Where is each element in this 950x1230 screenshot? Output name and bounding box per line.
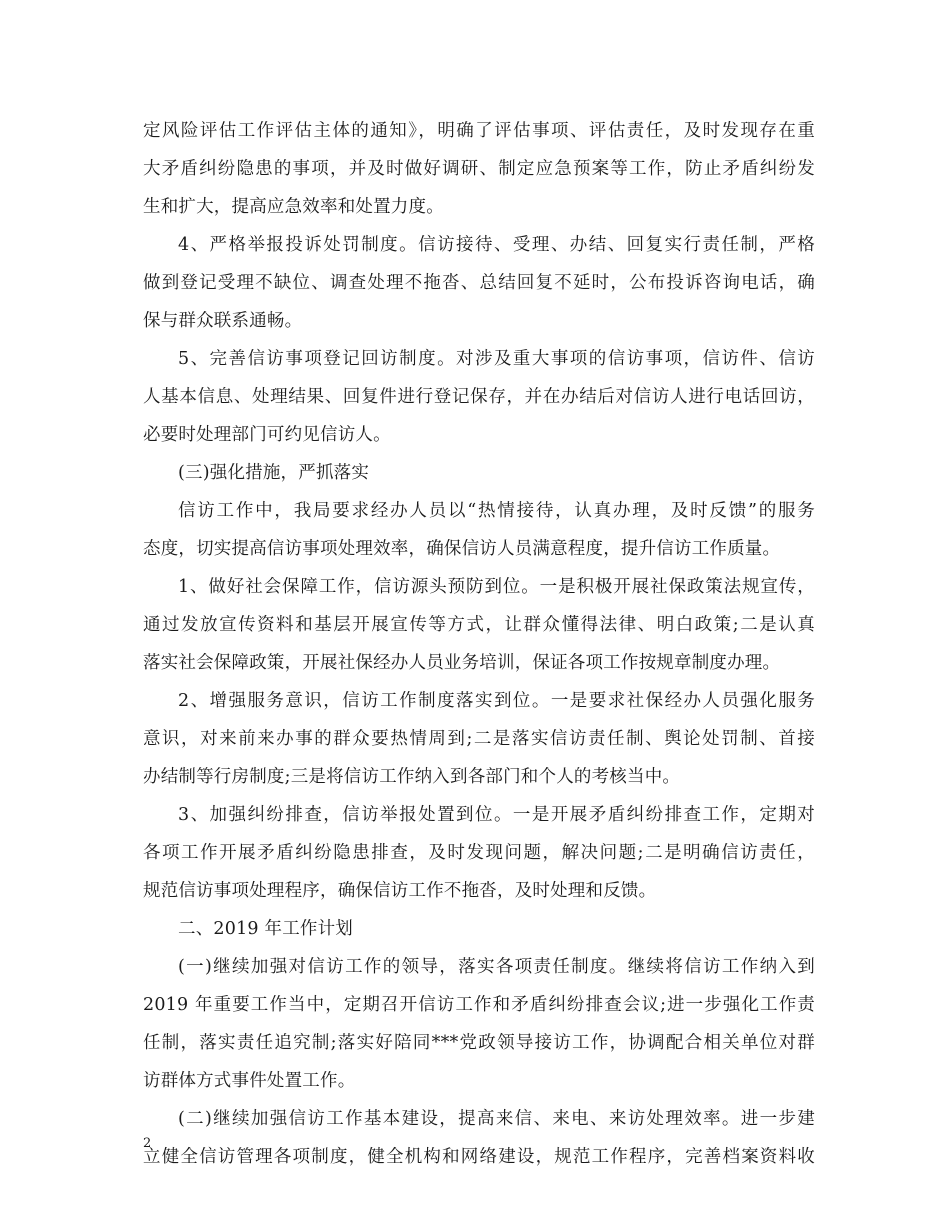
text-line: 立健全信访管理各项制度，健全机构和网络建设，规范工作程序，完善档案资料收 [143, 1147, 815, 1167]
text-line: 2019 年重要工作当中，定期召开信访工作和矛盾纠纷排查会议;进一步强化工作责 [143, 995, 815, 1015]
text-line: 必要时处理部门可约见信访人。 [143, 425, 391, 445]
text-line: 访群体方式事件处置工作。 [143, 1071, 356, 1091]
text-line: 2、增强服务意识，信访工作制度落实到位。一是要求社保经办人员强化服务 [178, 691, 815, 711]
text-line: 人基本信息、处理结果、回复件进行登记保存，并在办结后对信访人进行电话回访， [143, 387, 815, 407]
text-line: 5、完善信访事项登记回访制度。对涉及重大事项的信访事项，信访件、信访 [178, 349, 815, 369]
text-line: 定风险评估工作评估主体的通知》，明确了评估事项、评估责任，及时发现存在重 [143, 121, 815, 141]
text-line: 信访工作中，我局要求经办人员以“热情接待，认真办理，及时反馈”的服务 [178, 501, 815, 521]
text-line: 任制，落实责任追究制;落实好陪同***党政领导接访工作，协调配合相关单位对群 [143, 1033, 815, 1053]
text-line: (三)强化措施，严抓落实 [178, 463, 370, 483]
text-line: 各项工作开展矛盾纠纷隐患排查，及时发现问题，解决问题;二是明确信访责任， [143, 843, 815, 863]
text-line: 1、做好社会保障工作，信访源头预防到位。一是积极开展社保政策法规宣传， [178, 577, 815, 597]
text-line: 3、加强纠纷排查，信访举报处置到位。一是开展矛盾纠纷排查工作，定期对 [178, 805, 815, 825]
text-line: 规范信访事项处理程序，确保信访工作不拖沓，及时处理和反馈。 [143, 881, 657, 901]
document-body [143, 112, 815, 1176]
text-line: 落实社会保障政策，开展社保经办人员业务培训，保证各项工作按规章制度办理。 [143, 653, 781, 673]
text-line: 通过发放宣传资料和基层开展宣传等方式，让群众懂得法律、明白政策;二是认真 [143, 615, 815, 635]
text-line: 生和扩大，提高应急效率和处置力度。 [143, 197, 444, 217]
text-line: (一)继续加强对信访工作的领导，落实各项责任制度。继续将信访工作纳入到 [178, 957, 815, 977]
text-line: 意识，对来前来办事的群众要热情周到;二是落实信访责任制、舆论处罚制、首接 [143, 729, 815, 749]
text-line: 4、严格举报投诉处罚制度。信访接待、受理、办结、回复实行责任制，严格 [178, 235, 815, 255]
text-line: 保与群众联系通畅。 [143, 311, 303, 331]
text-line: 做到登记受理不缺位、调查处理不拖沓、总结回复不延时，公布投诉咨询电话，确 [143, 273, 815, 293]
text-line: 态度，切实提高信访事项处理效率，确保信访人员满意程度，提升信访工作质量。 [143, 539, 781, 559]
page-number: 2 [143, 1136, 152, 1151]
text-line: 二、2019 年工作计划 [178, 919, 353, 939]
text-line: 办结制等行房制度;三是将信访工作纳入到各部门和个人的考核当中。 [143, 767, 681, 787]
text-line: 大矛盾纠纷隐患的事项，并及时做好调研、制定应急预案等工作，防止矛盾纠纷发 [143, 159, 815, 179]
text-line: (二)继续加强信访工作基本建设，提高来信、来电、来访处理效率。进一步建 [178, 1109, 815, 1129]
